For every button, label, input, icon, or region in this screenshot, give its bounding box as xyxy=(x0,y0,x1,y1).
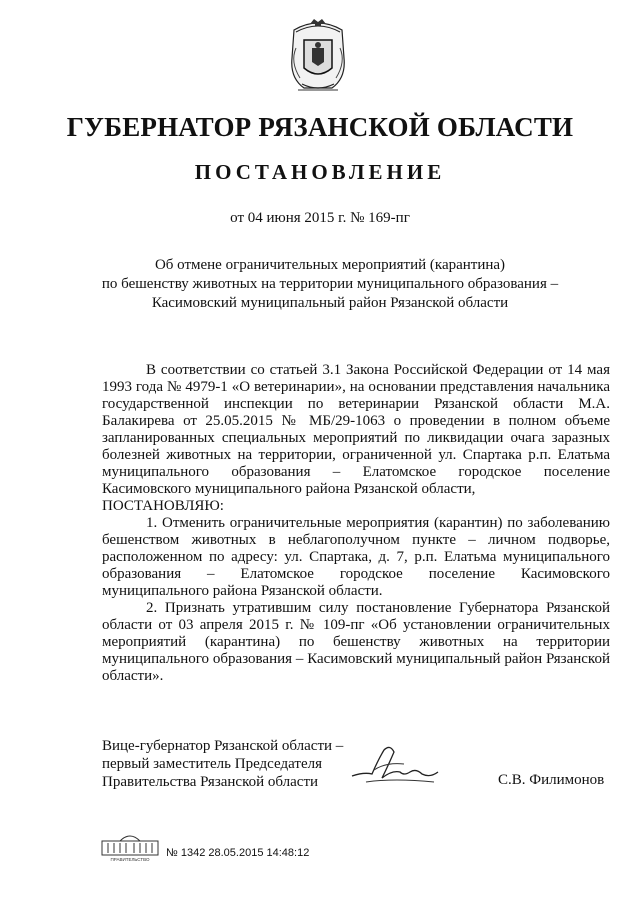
registration-stamp: № 1342 28.05.2015 14:48:12 xyxy=(166,847,310,859)
preamble-paragraph: В соответствии со статьей 3.1 Закона Российской Федерации от 14 мая 1993 года № 4979-1 «О ветеринарии», на основании представления начальника государственной инспекции по ветеринарии Рязанской области М.А. Балакирева от 25.05.2015 № МБ/29-1063 о проведении в полном объеме запланированных специальных мероприятий по ликвидации очага заразных болезней животных на территории, ограниченной ул. Спартака р.п. Елатьма муниципального образования – Елатомское городское поселение Касимовского муниципального района Рязанской области, xyxy=(102,362,610,497)
coat-of-arms-emblem xyxy=(286,18,350,98)
resolve-heading: ПОСТАНОВЛЯЮ: xyxy=(102,498,224,514)
position-line-2: первый заместитель Председателя xyxy=(102,756,322,772)
signatory-name: С.В. Филимонов xyxy=(498,772,605,788)
government-building-logo xyxy=(98,833,162,863)
logo-caption: ПРАВИТЕЛЬСТВО xyxy=(110,857,150,862)
subject-line-3: Касимовский муниципальный район Рязанской области xyxy=(151,295,509,311)
document-type: ПОСТАНОВЛЕНИЕ xyxy=(194,160,446,184)
document-date-number: от 04 июня 2015 г. № 169-пг xyxy=(230,210,410,226)
subject-line-2: по бешенству животных на территории муниципального образования – xyxy=(101,276,559,292)
item-2-paragraph: 2. Признать утратившим силу постановление Губернатора Рязанской области от 03 апреля 2015 г. № 109-пг «Об установлении ограничительных мероприятий (карантина) по бешенству животных на территории муниципального образования – Касимовский муниципальный район Рязанской области». xyxy=(102,600,610,684)
signatory-position xyxy=(102,737,343,791)
position-line-1: Вице-губернатор Рязанской области – xyxy=(102,738,344,754)
position-line-3: Правительства Рязанской области xyxy=(102,774,319,790)
document-subject xyxy=(60,256,600,313)
issuer-title: ГУБЕРНАТОР РЯЗАНСКОЙ ОБЛАСТИ xyxy=(66,112,574,142)
document-body xyxy=(102,362,610,685)
item-1-paragraph: 1. Отменить ограничительные мероприятия (карантин) по заболеванию бешенством животных в неблагополучном пункте – личном подворье, расположенном по адресу: ул. Спартака, д. 7, р.п. Елатьма муниципального образования – Елатомское городское поселение Касимовского муниципального района Рязанской области. xyxy=(102,515,610,599)
handwritten-signature xyxy=(344,742,444,786)
subject-line-1: Об отмене ограничительных мероприятий (карантина) xyxy=(154,257,506,273)
